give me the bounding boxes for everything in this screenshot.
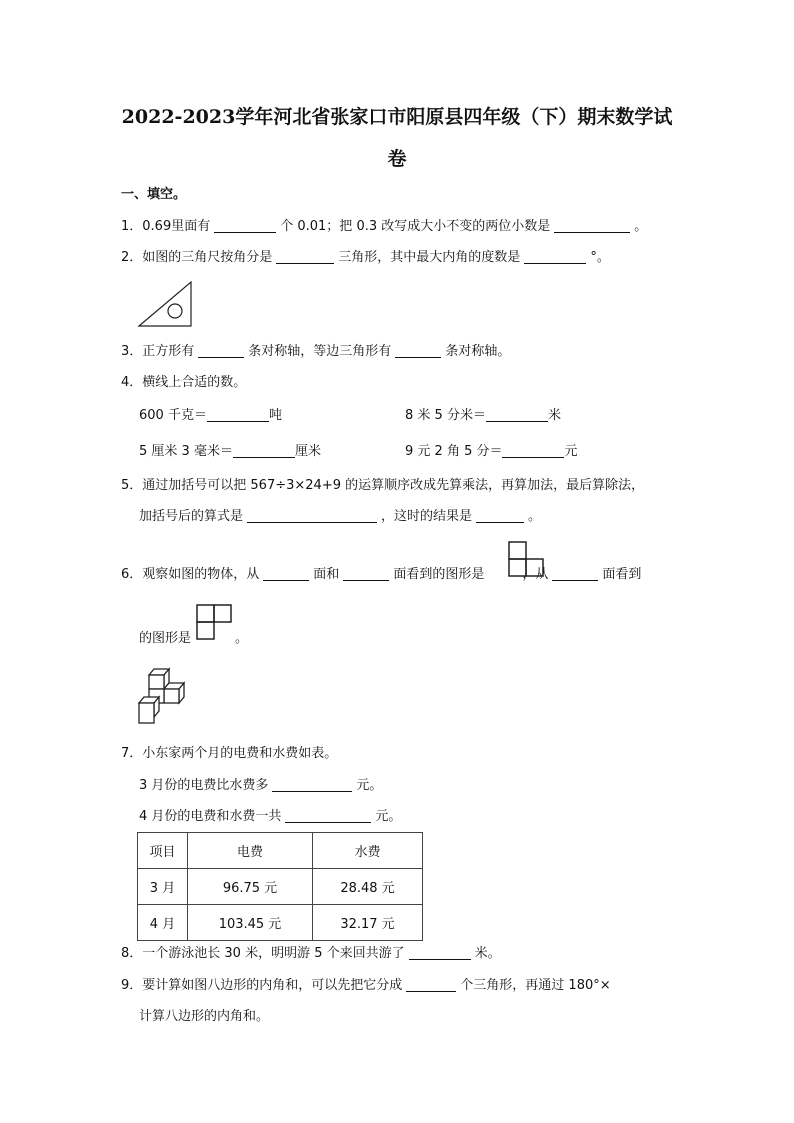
q3-text-a: 正方形有 — [142, 344, 195, 359]
question-2 — [121, 249, 610, 267]
question-5-line1 — [121, 477, 644, 495]
q4-number: 4． — [121, 375, 143, 390]
table-header-cell: 项目 — [138, 833, 188, 869]
question-9-line2: 计算八边形的内角和。 — [139, 1009, 270, 1024]
q4-item-3-left: 5 厘米 3 毫米＝ — [139, 444, 233, 459]
q7-sub-2 — [139, 808, 401, 826]
q7-blank-2[interactable] — [285, 808, 371, 823]
q5-blank-2[interactable] — [476, 508, 524, 523]
table-cell: 4 月 — [138, 905, 188, 941]
q8-number: 8． — [121, 946, 143, 961]
q4-blank-1[interactable] — [207, 407, 269, 422]
q4-blank-4[interactable] — [502, 443, 564, 458]
q4-item-2-left: 8 米 5 分米＝ — [405, 408, 486, 423]
q6-number: 6． — [121, 567, 143, 582]
q6-text-f: 的图形是 — [139, 631, 192, 646]
table-cell: 3 月 — [138, 869, 188, 905]
q4-item-1-right: 吨 — [268, 408, 282, 423]
q6-text-b: 面和 — [313, 567, 340, 582]
q8-text-a: 一个游泳池长 30 米，明明游 5 个来回共游了 — [142, 946, 405, 961]
q2-number: 2． — [121, 250, 143, 265]
table-row — [138, 905, 423, 941]
q4-item-3-right: 厘米 — [294, 444, 321, 459]
q4-item-2 — [405, 407, 561, 425]
q1-number: 1． — [121, 219, 143, 234]
q7-sub2-text-a: 4 月份的电费和水费一共 — [139, 809, 282, 824]
q6-text-a: 观察如图的物体，从 — [142, 567, 260, 582]
q7-number: 7． — [121, 746, 143, 761]
q1-blank-2[interactable] — [554, 218, 630, 233]
table-row — [138, 869, 423, 905]
q1-text-a: 0.69里面有 — [142, 219, 211, 234]
view-shape-l-icon — [508, 541, 546, 579]
q4-text: 横线上合适的数。 — [142, 375, 247, 390]
q4-item-4-left: 9 元 2 角 5 分＝ — [405, 444, 503, 459]
q9-number: 9． — [121, 978, 143, 993]
question-3 — [121, 343, 510, 361]
page-title-line2: 卷 — [387, 148, 407, 170]
question-8 — [121, 945, 501, 963]
table-header-cell: 水费 — [313, 833, 423, 869]
table-cell: 32.17 元 — [313, 905, 423, 941]
table-cell: 96.75 元 — [188, 869, 313, 905]
table-cell: 28.48 元 — [313, 869, 423, 905]
q9-text-b: 个三角形，再通过 180°× — [460, 978, 611, 993]
q5-line1: 通过加括号可以把 567÷3×24+9 的运算顺序改成先算乘法，再算加法，最后算除法， — [142, 478, 645, 493]
q6-text-d: ，从 — [522, 567, 549, 582]
q2-blank-1[interactable] — [276, 249, 334, 264]
q3-text-b: 条对称轴，等边三角形有 — [248, 344, 392, 359]
fee-table — [137, 832, 423, 941]
q5-number: 5． — [121, 478, 143, 493]
q9-blank-1[interactable] — [406, 977, 456, 992]
q5-text-b: ，这时的结果是 — [381, 509, 473, 524]
q2-blank-2[interactable] — [524, 249, 586, 264]
q5-text-c: 。 — [528, 509, 542, 524]
q3-blank-1[interactable] — [198, 343, 244, 358]
q3-blank-2[interactable] — [395, 343, 441, 358]
q5-text-a: 加括号后的算式是 — [139, 509, 244, 524]
q7-sub1-text-a: 3 月份的电费比水费多 — [139, 778, 269, 793]
q4-item-2-right: 米 — [547, 408, 561, 423]
q6-text-e: 面看到 — [602, 567, 642, 582]
q7-sub-1 — [139, 777, 382, 795]
q2-text-b: 三角形，其中最大内角的度数是 — [338, 250, 521, 265]
q6-text-c: 面看到的图形是 — [393, 567, 485, 582]
q3-text-c: 条对称轴。 — [445, 344, 511, 359]
q4-item-1 — [139, 407, 282, 425]
table-cell: 103.45 元 — [188, 905, 313, 941]
q4-blank-3[interactable] — [233, 443, 295, 458]
q6-text-g: 。 — [235, 631, 249, 646]
question-7 — [121, 745, 337, 763]
q7-sub2-text-b: 元。 — [375, 809, 402, 824]
q3-number: 3． — [121, 344, 143, 359]
q7-blank-1[interactable] — [272, 777, 352, 792]
q8-text-b: 米。 — [474, 946, 501, 961]
view-shape-gamma-icon — [196, 604, 234, 642]
q6-blank-2[interactable] — [343, 566, 389, 581]
q9-text-a: 要计算如图八边形的内角和，可以先把它分成 — [142, 978, 403, 993]
q6-blank-3[interactable] — [552, 566, 598, 581]
q1-blank-1[interactable] — [214, 218, 276, 233]
q6-blank-1[interactable] — [263, 566, 309, 581]
table-header-cell: 电费 — [188, 833, 313, 869]
triangle-ruler-figure — [137, 279, 195, 329]
q4-item-4-right: 元 — [564, 444, 578, 459]
section-heading: 一、填空。 — [121, 187, 187, 202]
question-1 — [121, 218, 647, 236]
q1-text-b: 个 0.01；把 0.3 改写成大小不变的两位小数是 — [280, 219, 551, 234]
q7-text: 小东家两个月的电费和水费如表。 — [142, 746, 338, 761]
question-9-line1 — [121, 977, 611, 995]
q4-item-3 — [139, 443, 321, 461]
q1-text-c: 。 — [634, 219, 648, 234]
page-title-line1: 2022-2023学年河北省张家口市阳原县四年级（下）期末数学试 — [121, 106, 673, 128]
question-6-line1 — [121, 566, 641, 584]
question-5-line2 — [139, 508, 541, 526]
question-4 — [121, 374, 246, 392]
q2-text-a: 如图的三角尺按角分是 — [142, 250, 273, 265]
q2-text-c: °。 — [590, 250, 610, 265]
q8-blank-1[interactable] — [409, 945, 471, 960]
cube-stack-figure — [137, 665, 193, 727]
q4-blank-2[interactable] — [486, 407, 548, 422]
q5-blank-1[interactable] — [247, 508, 377, 523]
table-header-row — [138, 833, 423, 869]
q7-sub1-text-b: 元。 — [356, 778, 383, 793]
q4-item-1-left: 600 千克＝ — [139, 408, 207, 423]
q4-item-4 — [405, 443, 578, 461]
